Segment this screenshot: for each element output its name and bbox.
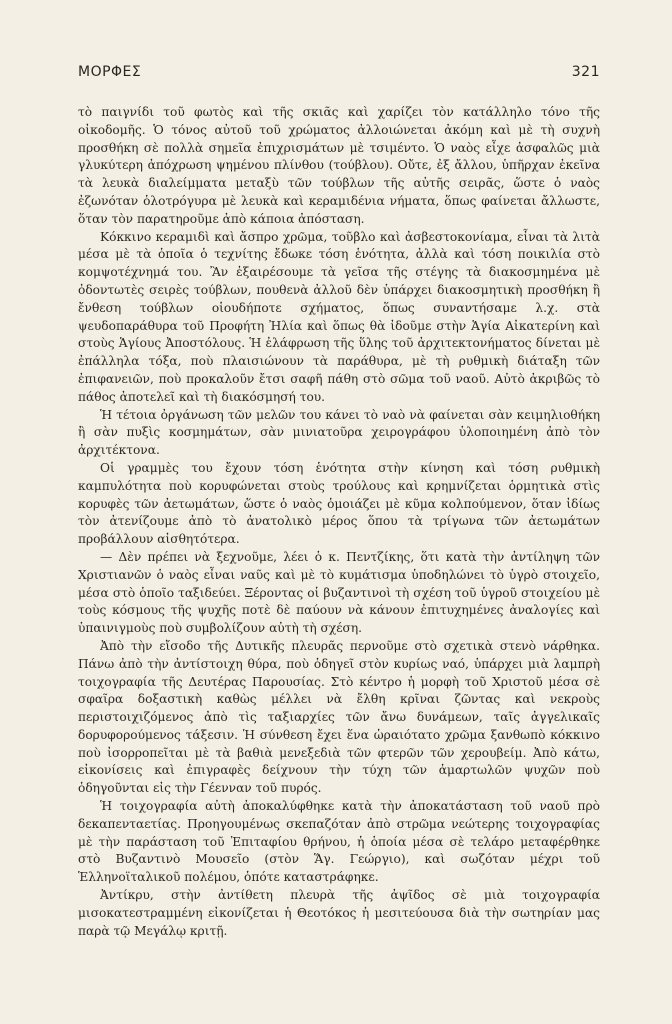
paragraph: Οἱ γραμμὲς του ἔχουν τόση ἑνότητα στὴν κίνηση καὶ τόση ρυθμικὴ καμπυλότητα ποὺ κορυφώνεται στοὺς τρούλους καὶ κρημνίζεται ὁρμητικὰ στὶς κορυφὲς τῶν ἀετωμάτων, ὥστε ὁ ναὸς ὁμοιάζει μὲ κῦμα κολπούμενον, ὅταν ἰδίως τὸν ἀτενίζουμε ἀπὸ τὸ ἀνατολικὸ μέρος ὅπου τὰ τρίγωνα τῶν ἀετωμάτων προβάλλουν αἰσθητότερα. [78, 460, 600, 547]
paragraph: Ἡ τοιχογραφία αὐτὴ ἀποκαλύφθηκε κατὰ τὴν ἀποκατάσταση τοῦ ναοῦ πρὸ δεκαπενταετίας. Προηγουμένως σκεπαζόταν ἀπὸ στρῶμα νεώτερης τοιχογραφίας μὲ τὴν παράσταση τοῦ Ἐπιταφίου θρήνου, ἡ ὁποία μέσα σὲ τελάρο μεταφέρθηκε στὸ Βυζαντινὸ Μουσεῖο (στὸν Ἅγ. Γεώργιο), καὶ σωζόταν μέχρι τοῦ Ἑλληνοϊταλικοῦ πολέμου, ὁπότε καταστράφηκε. [78, 799, 600, 885]
paragraph: Ἀπὸ τὴν εἴσοδο τῆς Δυτικῆς πλευρᾶς περνοῦμε στὸ σχετικὰ στενὸ νάρθηκα. Πάνω ἀπὸ τὴν ἀντίστοιχη θύρα, ποὺ ὁδηγεῖ στὸν κυρίως ναό, ὑπάρχει μιὰ λαμπρὴ τοιχογραφία τῆς Δευτέρας Παρουσίας. Στὸ κέντρο ἡ μορφὴ τοῦ Χριστοῦ μέσα σὲ σφαῖρα δοξαστικὴ καθὼς μέλλει νὰ ἔλθη κρῖναι ζῶντας καὶ νεκροὺς περιστοιχιζόμενος ἀπὸ τὶς ταξιαρχίες τῶν ἄνω δυνάμεων, ταῖς ἀγγελικαῖς δορυφορούμενος τάξεσιν. Ἡ σύνθεση ἔχει ἕνα ὡραιότατο χρῶμα ξανθωπὸ κόκκινο ποὺ ἰσορροπεῖται μὲ τὰ βαθιὰ μενεξεδιὰ τῶν φτερῶν τῶν χερουβείμ. Ἀπὸ κάτω, εἰκονίσεις καὶ ἐπιγραφὲς δείχνουν τὴν τύχη τῶν ἁμαρτωλῶν ψυχῶν ποὺ ὁδηγοῦνται εἰς τὴν Γέενναν τοῦ πυρός. [78, 638, 600, 796]
paragraph: — Δὲν πρέπει νὰ ξεχνοῦμε, λέει ὁ κ. Πεντζίκης, ὅτι κατὰ τὴν ἀντίληψη τῶν Χριστιανῶν ὁ ναὸς εἶναι ναῦς καὶ μὲ τὸ κυμάτισμα ὑποδηλώνει τὸ ὑγρὸ στοιχεῖο, μέσα στὸ ὁποῖο ταξιδεύει. Ξέροντας οἱ βυζαντινοὶ τὴ σχέση τοῦ ὑγροῦ στοιχείου μὲ τοὺς κόσμους τῆς ψυχῆς ποτὲ δὲ παύουν νὰ κάνουν ἐπιτυχημένες ἀναλογίες καὶ ὑπαινιγμοὺς ποὺ συμβολίζουν αὐτὴ τὴ σχέση. [78, 549, 600, 636]
paragraph: Ἀντίκρυ, στὴν ἀντίθετη πλευρὰ τῆς ἀψῖδος σὲ μιὰ τοιχογραφία μισοκατεστραμμένη εἰκονίζεται ἡ Θεοτόκος ἡ μεσιτεύουσα διὰ τὴν σωτηρίαν μας παρὰ τῷ Μεγάλῳ κριτῇ. [78, 888, 600, 938]
paragraph: Κόκκινο κεραμιδὶ καὶ ἄσπρο χρῶμα, τοῦβλο καὶ ἀσβεστοκονίαμα, εἶναι τὰ λιτὰ μέσα μὲ τὰ ὁποῖα ὁ τεχνίτης ἔδωκε τόση ἑνότητα, ἀλλὰ καὶ τόση ποικιλία στὸ κομψοτέχνημά του. Ἂν ἐξαιρέσουμε τὰ γεῖσα τῆς στέγης τὰ διακοσμημένα μὲ ὀδοντωτὲς σειρὲς τούβλων, πουθενὰ ἀλλοῦ δὲν ὑπάρχει διακοσμητικὴ προσθήκη ἢ ἔνθεση τούβλων οἱουδήποτε σχήματος, ὅπως συναντήσαμε λ.χ. στὰ ψευδοπαράθυρα τοῦ Προφήτη Ἠλία καὶ ὅπως θὰ ἰδοῦμε στὴν Ἁγία Αἰκατερίνη καὶ στοὺς Ἁγίους Ἀποστόλους. Ἡ ἐλάφρωση τῆς ὕλης τοῦ ἀρχιτεκτονήματος δίνεται μὲ ἐπάλληλα τόξα, ποὺ πλαισιώνουν τὰ παράθυρα, μὲ τὴ ρυθμικὴ διάταξη τῶν ἐπιφανειῶν, ποὺ προκαλοῦν ἔτσι σαφῆ πάθη στὸ σῶμα τοῦ ναοῦ. Αὐτὸ ἀκριβῶς τὸ πάθος ἀποτελεῖ καὶ τὴ διακόσμησή του. [78, 229, 600, 404]
body-text [78, 104, 600, 940]
running-title: ΜΟΡΦΕΣ [78, 64, 142, 80]
paragraph: Ἡ τέτοια ὀργάνωση τῶν μελῶν του κάνει τὸ ναὸ νὰ φαίνεται σὰν κειμηλιοθήκη ἢ σὰν πυξὶς κοσμημάτων, σὰν μινιατοῦρα χειρογράφου ὑλοποιημένη ἀπὸ τὸν ἀρχιτέκτονα. [78, 407, 600, 458]
page-header [78, 64, 600, 86]
paragraph: τὸ παιγνίδι τοῦ φωτὸς καὶ τῆς σκιᾶς καὶ χαρίζει τὸν κατάλληλο τόνο τῆς οἰκοδομῆς. Ὁ τόνος αὐτοῦ τοῦ χρώματος ἀλλοιώνεται ἀκόμη καὶ μὲ τὴ συχνὴ προσθήκη σὲ πολλὰ σημεῖα ἐπιχρισμάτων μὲ τσιμέντο. Ὁ ναὸς εἶχε ἀσφαλῶς μιὰ γλυκύτερη ἀπόχρωση ψημένου πλίνθου (τούβλου). Οὔτε, ἐξ ἄλλου, ὑπῆρχαν ἐκεῖνα τὰ λευκὰ διαλείμματα μεταξὺ τῶν τούβλων τῆς αὐτῆς σειρᾶς, ὥστε ὁ ναὸς ἐζωνόταν ὁλοτρόγυρα μὲ λευκὰ καὶ κεραμιδένια νήματα, ὅπως φαίνεται ἄλλωστε, ὅταν τὸν παρατηροῦμε ἀπὸ κάποια ἀπόσταση. [78, 105, 600, 226]
page-number: 321 [571, 64, 600, 80]
